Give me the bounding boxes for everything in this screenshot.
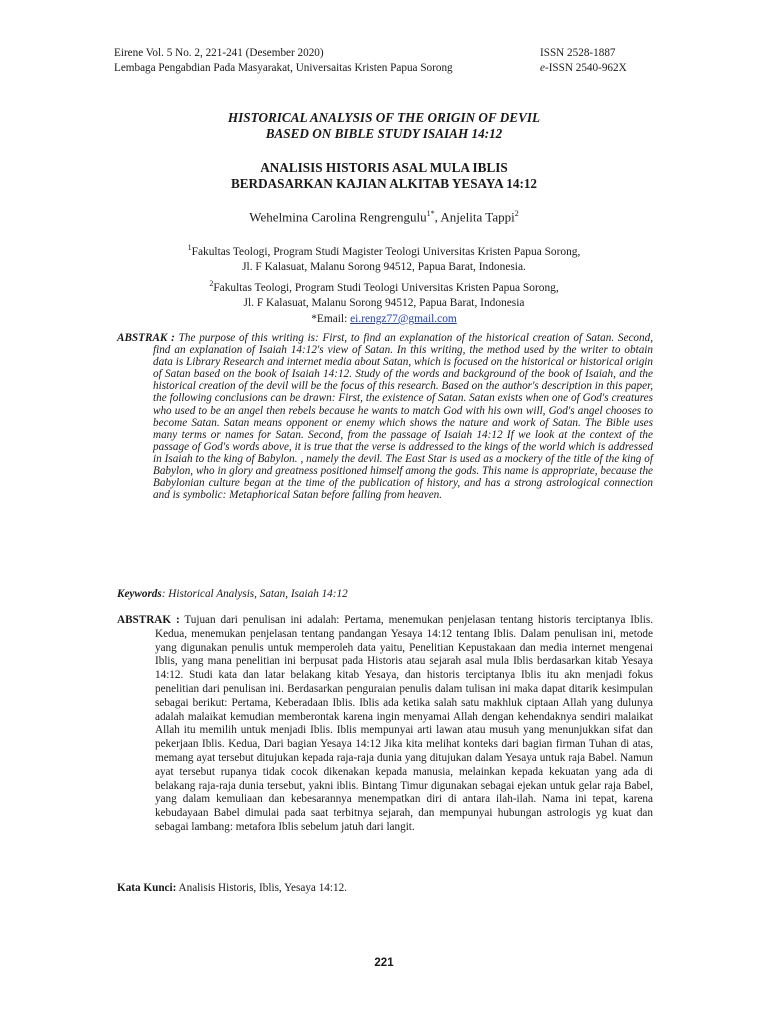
author-1: Wehelmina Carolina Rengrengulu (249, 209, 427, 225)
english-abstract-text: The purpose of this writing is: First, to find an explanation of the historical creation of Satan. Second, find an explanation of Isaiah 14:12's view of Satan. In this writing, the method used by the writer to obtain data is Library Research and internet media about Satan, which is focused on the historical or historical origin of Satan based on the book of Isaiah 14:12. Study of the words and background of the book of Isaiah, and the historical creation of the devil will be the focus of this research. Based on the author's description in this paper, the following conclusions can be drawn: First, the existence of Satan. Satan exists when one of God's creatures who used to be an angel then rebels because he wants to match God with his own will, God's angel chooses to become Satan. Satan means opponent or enemy which shows the nature and work of Satan. The Bible uses many terms or names for Satan. Second, from the passage of Isaiah 14:12 If we look at the context of the passage of God's words above, it is true that the verse is addressed to the kings of the world which is addressed in Isaiah to the king of Babylon. , namely the devil. The East Star is used as a mockery of the title of the king of Babylon, who in glory and greatness positioned himself among the gods. This name is appropriate, because the Babylonian culture began at the time of the publication of history, and has a strong astrological connection and is symbolic: Metaphorical Satan before falling from heaven. (153, 332, 653, 502)
affiliations (0, 240, 768, 328)
affiliation-2-text: Fakultas Teologi, Program Studi Teologi Universitas Kristen Papua Sorong, (213, 281, 559, 294)
affiliation-2-line-1 (0, 276, 768, 296)
english-abstract (117, 332, 653, 501)
affiliation-2-line-2: Jl. F Kalasuat, Malanu Sorong 94512, Papua Barat, Indonesia (243, 297, 525, 310)
indonesian-abstract-body (117, 614, 653, 835)
eissn-number: -ISSN 2540-962X (544, 62, 627, 74)
email-label: *Email: (311, 312, 351, 325)
running-header (114, 46, 652, 76)
journal-citation: Eirene Vol. 5 No. 2, 221-241 (Desember 2020) (114, 47, 324, 59)
indonesian-abstract-text: Tujuan dari penulisan ini adalah: Pertama, menemukan penjelasan tentang historis terciptanya Iblis. Kedua, menemukan penjelasan tentang pandangan Yesaya 14:12 tentang Iblis. Dalam penulisan ini, metode yang digunakan penulis untuk memperoleh data yaitu, Penelitian Kepustakaan dan media internet mengenai Iblis, yang mana penelitian ini berpusat pada Historis atau sejarah asal mula Iblis berdasarkan kitab Yesaya 14:12. Studi kata dan latar belakang kitab Yesaya, dan historis terciptanya Iblis itu akn menjadi fokus penelitian dari penulisan ini. Berdasarkan penguraian penulis dalam tulisan ini maka dapat ditarik kesimpulan sebagai berikut: Pertama, Keberadaan Iblis. Iblis ada ketika salah satu makhluk ciptaan Allah yang dulunya adalah malaikat kemudian memberontak karena ingin menyamai Allah dengan kehendaknya sendiri malaikat Allah itu memilih untuk menjadi Iblis. Iblis mempunyai arti lawan atau musuh yang menunjukkan sifat dan pekerjaan Iblis. Kedua, Dari bagian Yesaya 14:12 Jika kita melihat konteks dari bagian firman Tuhan di atas, memang ayat tersebut ditujukan kepada raja-raja dunia yang ditujukan dalam Yesaya untuk raja Babel. Namun ayat tersebut rupanya tidak cocok dikenakan kepada manusia, melainkan kepada kekuatan yang ada di belakang raja-raja dunia tersebut, yakni iblis. Bintang Timur digunakan sebagai ejekan untuk gelar raja Babel, yang dalam kemuliaan dan kebesarannya menempatkan diri di antara ilah-ilah. Nama ini tepat, karena kebudayaan Babel dimulai pada saat terbitnya sejarah, dan mempunyai hubungan astrologis yg kuat dan sebagai lambang: metafora Iblis sebelum jatuh dari langit. (155, 614, 653, 833)
english-abstract-body (117, 332, 653, 501)
english-title-line-2: BASED ON BIBLE STUDY ISAIAH 14:12 (265, 126, 503, 141)
publisher-line: Lembaga Pengabdian Pada Masyarakat, Universaitas Kristen Papua Sorong (114, 62, 453, 74)
author-separator: , (434, 209, 441, 225)
english-keywords-text: : Historical Analysis, Satan, Isaiah 14:12 (161, 588, 348, 600)
eissn-prefix: e (540, 62, 545, 74)
indonesian-keywords-text: Analisis Historis, Iblis, Yesaya 14:12. (176, 882, 347, 894)
indonesian-title-line-1: ANALISIS HISTORIS ASAL MULA IBLIS (260, 160, 508, 175)
page-number: 221 (374, 957, 394, 969)
author-list (0, 206, 768, 225)
english-abstract-label: ABSTRAK : (117, 332, 175, 344)
indonesian-keywords-label: Kata Kunci: (117, 882, 177, 894)
english-title-line-1: HISTORICAL ANALYSIS OF THE ORIGIN OF DEVIL (227, 110, 541, 125)
eissn (540, 61, 652, 76)
author-2-affiliation-mark: 2 (514, 209, 519, 218)
affiliation-1-mark: 1 (187, 243, 192, 252)
indonesian-keywords (117, 881, 347, 895)
english-title (0, 110, 768, 142)
author-2: Anjelita Tappi (440, 209, 515, 225)
english-keywords (117, 587, 348, 601)
indonesian-title-line-2: BERDASARKAN KAJIAN ALKITAB YESAYA 14:12 (230, 176, 538, 191)
email-link[interactable]: ei.rengz77@gmail.com (350, 312, 457, 325)
corresponding-email (0, 312, 768, 328)
indonesian-abstract-label: ABSTRAK : (117, 614, 180, 626)
author-1-affiliation-mark: 1* (426, 209, 435, 218)
indonesian-title (0, 160, 768, 192)
issn: ISSN 2528-1887 (540, 47, 616, 59)
affiliation-1-line-1 (0, 240, 768, 260)
affiliation-2-mark: 2 (209, 278, 214, 288)
affiliation-1-text: Fakultas Teologi, Program Studi Magister Teologi Universitas Kristen Papua Sorong, (191, 245, 581, 258)
affiliation-1-line-2: Jl. F Kalasuat, Malanu Sorong 94512, Papua Barat, Indonesia. (242, 261, 526, 274)
english-keywords-label: Keywords (117, 588, 162, 600)
indonesian-abstract (117, 614, 653, 835)
